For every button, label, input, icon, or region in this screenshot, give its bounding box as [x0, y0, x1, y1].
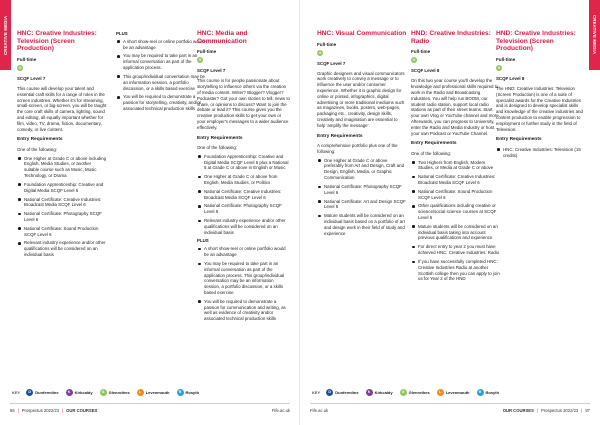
- campus-badge: K: [66, 389, 73, 396]
- requirement-item: Mature students will be considered on an individual basis based on a portfolio of art and design work in their field of study and experience: [317, 213, 407, 236]
- campus-badge: D: [26, 389, 33, 396]
- study-mode: Full-time: [496, 57, 516, 63]
- section-tab-label: CREATIVE MEDIA: [3, 15, 8, 55]
- section-label: OUR COURSES: [66, 408, 98, 413]
- course-description: This course will develop your talent and essential craft skills for a range of roles in the screen industries. Whether it's for streaming, small-screen, or big-screen, you will be taught the core craft skills of camera, lighting, sound and editing, all equally important whether for film, video, TV, drama, fiction, documentary, comedy, or live content.: [17, 85, 107, 132]
- requirement-item: National Certificate: Photography SCQF Level 6: [17, 211, 107, 223]
- campus-badges: [197, 57, 290, 63]
- key-item-rosyth: [477, 389, 500, 396]
- requirements-list: [17, 156, 107, 258]
- footer-left: [10, 403, 290, 417]
- requirements-intro: One of the following:: [197, 144, 238, 150]
- course-title: HNC: Creative Industries: Television (Screen Production): [17, 30, 97, 53]
- key-item-glenrothes: [400, 389, 430, 396]
- key-item-levenmouth: [137, 389, 170, 396]
- course-title: HNC: Visual Communication: [317, 30, 407, 37]
- campus-badges: [496, 65, 586, 71]
- prospectus-label: Prospectus 2022/23: [21, 408, 60, 413]
- key-campus-name: Glenrothes: [108, 389, 130, 395]
- campus-badges: [411, 57, 501, 63]
- entry-requirements-heading: Entry Requirements: [17, 137, 63, 143]
- key-campus-name: Kirkcaldy: [374, 389, 393, 395]
- requirements-list: [197, 154, 290, 236]
- requirement-item: National Certificate: Creative Industries: Broadcast Media SCQF Level 6: [411, 174, 501, 186]
- prospectus-label: Prospectus 2022/23: [540, 408, 579, 413]
- page-number: 86: [10, 408, 15, 413]
- key-item-kirkcaldy: [66, 389, 93, 396]
- key-item-rosyth: [177, 389, 200, 396]
- campus-badge: D: [326, 389, 333, 396]
- study-mode: Full-time: [411, 49, 431, 55]
- key-item-levenmouth: [437, 389, 470, 396]
- requirement-item: Relevant industry experience and/or other qualifications will be considered on an individual basis: [197, 218, 290, 235]
- course-title: HND: Creative Industries: Television (Screen Production): [496, 30, 576, 53]
- key-campus-name: Dunfermline: [35, 389, 59, 395]
- requirement-item: Foundation Apprenticeship: Creative and Digital Media SCQF Level 6 plus a National 5 at Grade C or above in English or Music: [197, 154, 290, 171]
- plus-item: A short show-reel or online portfolio would be an advantage: [116, 39, 206, 51]
- requirement-item: National Certificate: Sound Production SCQF Level 6: [411, 189, 501, 201]
- key-item-kirkcaldy: [366, 389, 393, 396]
- section-label: OUR COURSES: [502, 408, 534, 413]
- campus-badge: L: [137, 389, 144, 396]
- campus-key-left: [12, 386, 206, 398]
- requirements-list: [411, 160, 501, 283]
- requirement-item: Two Highers from English, Modern Studies, or Media at Grade C or above: [411, 160, 501, 172]
- campus-badge: G: [100, 389, 107, 396]
- plus-item: A short show-reel or online portfolio would be an advantage: [197, 246, 290, 258]
- plus-list: [116, 39, 206, 112]
- requirement-item: One Higher at Grade C or above including English, Media Studies, or another suitable course such as Music, Music Technology, or Drama: [17, 156, 107, 179]
- course-title: HNC: Media and Communication: [197, 30, 248, 45]
- plus-label: PLUS: [116, 31, 128, 36]
- key-campus-name: Rosyth: [485, 389, 500, 395]
- scqf-level: SCQF Level 7: [197, 68, 226, 74]
- footer-right: [310, 403, 590, 417]
- section-tab-left: [0, 0, 11, 70]
- campus-badge: G: [400, 389, 407, 396]
- study-mode: Full-time: [197, 49, 217, 55]
- key-item-dunfermline: [26, 389, 58, 396]
- campus-badge: G: [198, 58, 202, 63]
- course-hnd-radio: [411, 30, 501, 285]
- course-description: The HND: Creative Industries: Television (Screen Production) is one of a suite of specialist awards for the Creative Industries and is designed to develop specialist skills and knowledge of the creative industries and content production to enable progression to employment or further study in the field of Television.: [496, 85, 583, 132]
- requirement-item: Mature students will be considered on an individual basis taking into account previous qualifications and experience: [411, 224, 501, 241]
- course-hnc-visual-communication: [317, 30, 407, 239]
- requirements-list: [317, 158, 407, 237]
- scqf-level: SCQF Level 8: [496, 76, 525, 82]
- scqf-level: SCQF Level 7: [17, 76, 46, 82]
- plus-item: You will be required to demonstrate a passion for storytelling, creativity, and/or associated technical production skills: [116, 94, 206, 111]
- plus-list: [197, 246, 290, 322]
- study-mode: Full-time: [17, 57, 37, 63]
- course-description: Graphic designers and visual communicators work creatively to convey a message or to influence the user and/or consumer experience. Whether it is graphic design for online or printed, infographics, digital advertising or more traditional mediums such as magazines, books, posters, web-pages, packaging etc., creativity, design skills, creativity and imagination are essential to help 'amplify the message'.: [317, 70, 405, 128]
- key-item-dunfermline: [326, 389, 358, 396]
- campus-badges: [317, 50, 407, 56]
- key-item-glenrothes: [100, 389, 130, 396]
- section-tab-right: [589, 0, 600, 70]
- website-link[interactable]: Fife.ac.uk: [271, 408, 290, 413]
- course-hnc-tv-screen: [17, 30, 107, 261]
- key-campus-name: Kirkcaldy: [74, 389, 93, 395]
- requirement-item: National Certificate: Creative Industries: Broadcast Media SCQF Level 6: [17, 197, 107, 209]
- campus-badge: G: [497, 66, 501, 71]
- footer-separator: |: [62, 408, 64, 413]
- course-title: HND: Creative Industries: Radio: [411, 30, 491, 45]
- scqf-level: SCQF Level 8: [411, 68, 440, 74]
- entry-requirements-heading: Entry Requirements: [197, 135, 243, 141]
- key-campus-name: Glenrothes: [408, 389, 430, 395]
- course-description: On this two year course you'll develop the knowledge and professional skills required to work in the Radio and Broadcasting Industries. You will help run BOOM, our student radio station, support local radio stations as part of their street teams. Start your own Vlog or YouTube channel and more. Afterwards, you can progress to University, enter the Radio and Media Industry or host your own Podcast or YouTube Channel.: [411, 78, 500, 136]
- requirement-item: Other qualifications including creative or science/social science courses at SCQF Level 6: [411, 203, 501, 220]
- requirement-item: One Higher at Grade C or above from English, Media Studies, or Politics: [197, 174, 290, 186]
- plus-item: This group/individual conversation may be an information session, a portfolio discussion, or a skills based exercise: [116, 74, 206, 91]
- key-label: KEY: [312, 389, 321, 395]
- section-tab-label: CREATIVE MEDIA: [592, 15, 597, 55]
- key-label: KEY: [12, 389, 21, 395]
- campus-badges: [17, 65, 107, 71]
- entry-requirements-heading: Entry Requirements: [411, 141, 457, 147]
- entry-requirements-heading: Entry Requirements: [317, 133, 363, 139]
- course-hnc-media-communication: [197, 30, 290, 325]
- plus-item: You will be required to demonstrate a passion for communication and writing, as well as evidence of creativity and/or associated technical production skills: [197, 299, 290, 322]
- requirement-item: If you have successfully completed HNC: Creative Industries Radio at another Scottish college then you can apply to join us for Year 2 of the HND: [411, 259, 501, 282]
- study-mode: Full-time: [317, 41, 337, 47]
- requirement-item: National Certificate: Sound Production SCQF Level 6: [17, 226, 107, 238]
- requirement-item: HNC: Creative Industries: Television (15 credits): [496, 147, 586, 159]
- plus-item: You may be required to take part in an informal conversation as part of the application process. This group/individual conversation may be an information session, a portfolio discussion, or a skills based exercise: [197, 261, 290, 296]
- page-number: 87: [585, 408, 590, 413]
- requirement-item: Relevant industry experience and/or other qualifications will be considered on an individual basis: [17, 240, 107, 257]
- page-gutter: [299, 0, 300, 425]
- campus-badge: G: [412, 58, 416, 63]
- website-link[interactable]: Fife.ac.uk: [310, 408, 329, 413]
- requirement-item: National Certificate: Photography SCQF Level 6: [317, 184, 407, 196]
- requirement-item: Foundation Apprenticeship: Creative and Digital Media SCQF Level 6: [17, 182, 107, 194]
- key-campus-name: Levenmouth: [145, 389, 170, 395]
- requirement-item: National Certificate: Art and Design SCQF Level 6: [317, 199, 407, 211]
- requirement-item: National Certificate: Photography SCQF Level 6: [197, 203, 290, 215]
- requirement-item: One Higher at Grade C or above preferably from Art and Design, Craft and Design, English, Media, or Graphic Communication: [317, 158, 407, 181]
- footer-separator: |: [581, 408, 583, 413]
- requirements-intro: One of the following:: [17, 146, 58, 152]
- plus-item: You may be required to take part in an informal conversation as part of the application process.: [116, 53, 206, 70]
- key-campus-name: Dunfermline: [335, 389, 359, 395]
- scqf-level: SCQF Level 7: [317, 60, 346, 66]
- requirements-list: [496, 147, 586, 159]
- campus-badge: L: [437, 389, 444, 396]
- course-description: This course is for people passionate about storytelling to influence others via the creation of media content. Writer? Blogger? Vlogger? Podcaster? Got your own stories to tell, news to share, or opinions to discuss? Want to join the debate or lead it? This course gives you the creative production skills to get your own or your employer's messages to a wider audience effectively.: [197, 78, 290, 130]
- campus-badge: G: [18, 66, 22, 71]
- campus-badge: R: [177, 389, 184, 396]
- footer-separator: |: [536, 408, 538, 413]
- campus-badge: K: [366, 389, 373, 396]
- key-campus-name: Levenmouth: [445, 389, 470, 395]
- course-hnc-tv-screen-plus: [116, 31, 206, 115]
- requirement-item: National Certificate: Creative Industries: Broadcast Media SCQF Level 6: [197, 189, 290, 201]
- requirements-intro: One of the following:: [411, 150, 452, 156]
- plus-label: PLUS: [197, 238, 209, 244]
- requirement-item: For direct entry to year 2 you must have achieved HNC: Creative Industries: Radio: [411, 244, 501, 256]
- requirements-intro: A comprehensive portfolio plus one of the following:: [317, 143, 398, 154]
- campus-key-right: [312, 386, 506, 398]
- key-campus-name: Rosyth: [185, 389, 200, 395]
- campus-badge: G: [318, 50, 322, 55]
- course-hnd-tv-screen: [496, 30, 586, 161]
- footer-separator: |: [17, 408, 19, 413]
- campus-badge: R: [477, 389, 484, 396]
- entry-requirements-heading: Entry Requirements: [496, 137, 542, 143]
